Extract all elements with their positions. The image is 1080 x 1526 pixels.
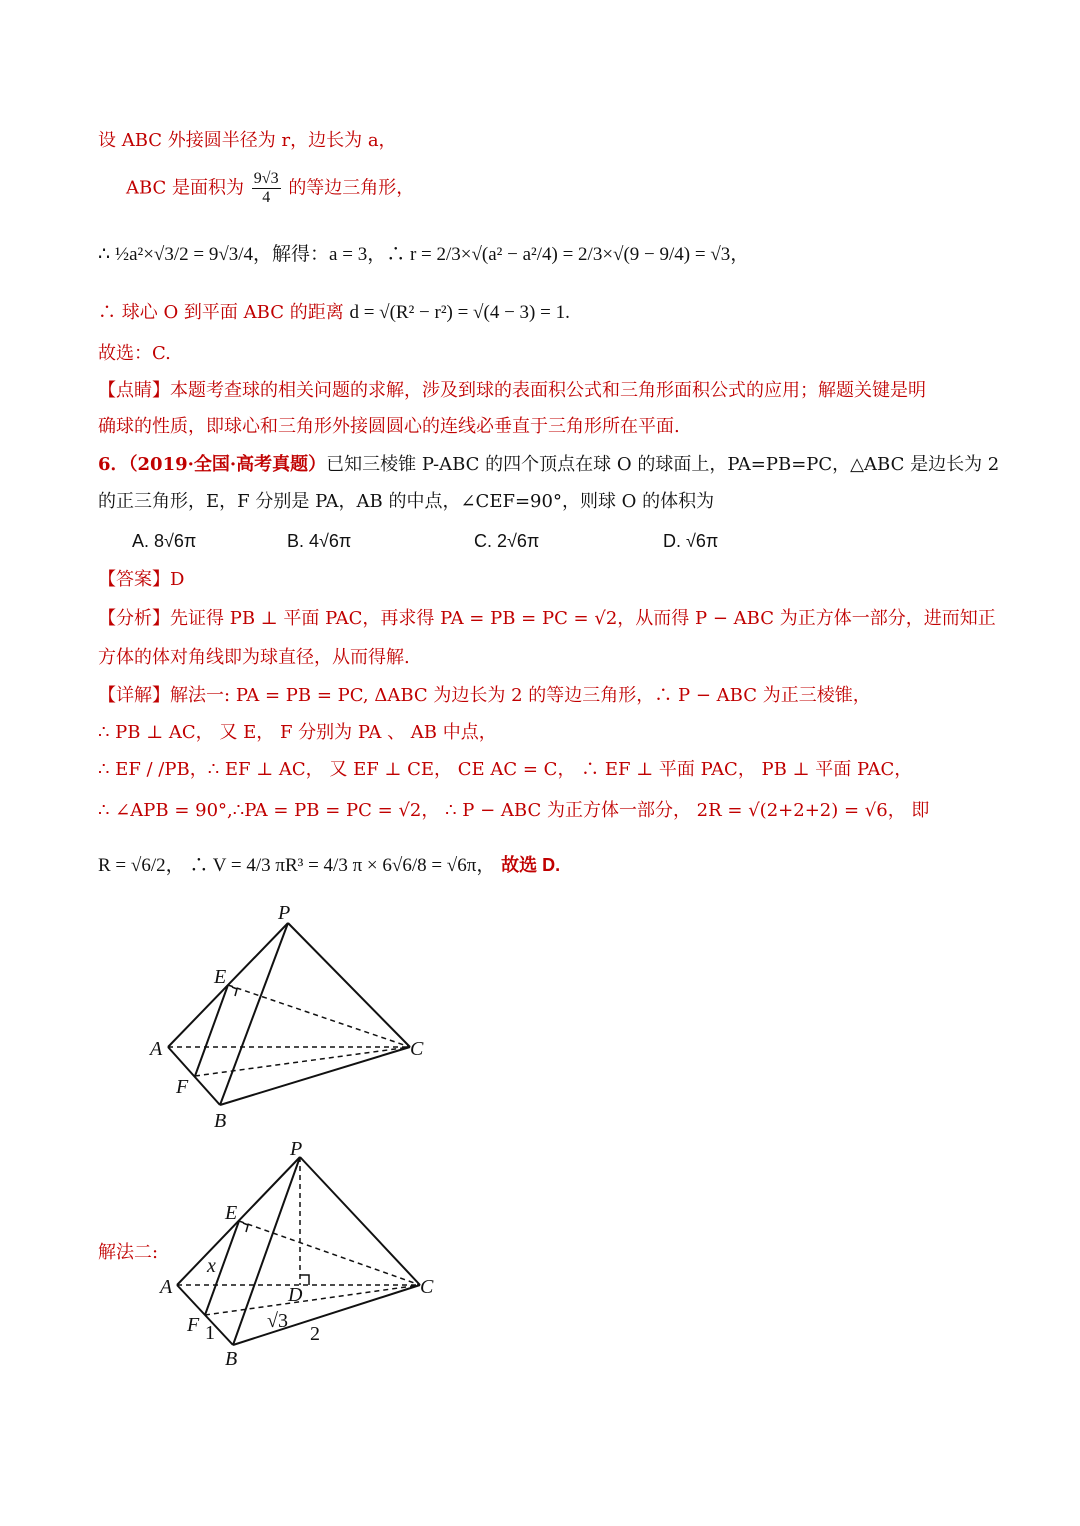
- detail-label: 【详解】解法一:: [98, 685, 231, 706]
- analysis-line-2: 方体的体对角线即为球直径，从而得解.: [98, 647, 410, 668]
- segment-ef: [195, 985, 228, 1076]
- label-x-2: x: [207, 1255, 216, 1277]
- detail-line-5-formula: R = √6/2， ∴ V = 4/3 πR³ = 4/3 π × 6√6/8 = √6π，: [98, 855, 496, 876]
- segment-fc-hidden: [195, 1047, 410, 1076]
- label-d-2: D: [288, 1284, 303, 1306]
- question-source: 6．（2019·全国·高考真题）: [98, 454, 327, 475]
- detail-line-5: [98, 852, 560, 879]
- edge-pc-2: [300, 1157, 420, 1285]
- text-line-3: ∴ ½a²×√3/2 = 9√3/4，解得：a = 3，∴ r = 2/3×√(a² − a²/4) = 2/3×√(9 − 9/4) = √3，: [98, 244, 750, 265]
- detail-line-3: ∴ EF / /PB，∴ EF ⊥ AC， 又 EF ⊥ CE， CE AC = C， ∴ EF ⊥ 平面 PAC， PB ⊥ 平面 PAC，: [98, 759, 913, 780]
- text-line-5: 故选：C.: [98, 343, 171, 364]
- label-c: C: [410, 1038, 424, 1060]
- method-two-label: 解法二:: [98, 1242, 159, 1263]
- label-one-2: 1: [205, 1322, 215, 1344]
- detail-line-4: ∴ ∠APB = 90°,∴PA = PB = PC = √2， ∴ P − ABC 为正方体一部分， 2R = √(2+2+2) = √6， 即: [98, 800, 930, 821]
- label-b-2: B: [225, 1348, 238, 1370]
- detail-line-2: ∴ PB ⊥ AC， 又 E， F 分别为 PA 、 AB 中点，: [98, 722, 497, 743]
- text-line-2-b: 的等边三角形，: [288, 177, 415, 199]
- detail-line-1: [98, 683, 871, 709]
- edge-bc-2: [233, 1285, 420, 1345]
- answer-line: 【答案】D: [98, 569, 185, 590]
- area-fraction-num: 9√3: [253, 170, 279, 187]
- question-6-line-2: 的正三角形，E，F 分别是 PA，AB 的中点，∠CEF=90°，则球 O 的体积为: [98, 491, 715, 512]
- label-e-2: E: [225, 1202, 238, 1224]
- analysis-line-1: 【分析】先证得 PB ⊥ 平面 PAC，再求得 PA = PB = PC = √2，从而得 P − ABC 为正方体一部分，进而知正: [98, 608, 996, 629]
- text-line-2: [126, 170, 414, 207]
- label-c-2: C: [420, 1276, 434, 1298]
- detail-line-1-text: PA = PB = PC, ΔABC 为边长为 2 的等边三角形，∴ P − ABC 为正三棱锥，: [235, 685, 871, 706]
- tetrahedron-figure-2: [155, 1135, 455, 1375]
- edge-pc: [288, 923, 410, 1047]
- label-f: F: [176, 1076, 189, 1098]
- tetrahedron-figure-1: [140, 895, 460, 1135]
- label-sqrt3-2: √3: [267, 1310, 288, 1332]
- label-f-2: F: [187, 1314, 200, 1336]
- text-line-4: [98, 300, 570, 326]
- edge-bc: [220, 1047, 410, 1105]
- label-e: E: [214, 966, 227, 988]
- right-angle-mark-e: [243, 1223, 248, 1232]
- label-b: B: [214, 1110, 227, 1132]
- option-d: D. √6π: [663, 531, 719, 551]
- detail-line-5-choice: 故选 D.: [501, 855, 561, 875]
- area-fraction: [252, 170, 281, 207]
- text-line-1: 设 ABC 外接圆半径为 r，边长为 a，: [98, 130, 397, 151]
- label-a: A: [150, 1038, 163, 1060]
- question-stem-1: 已知三棱锥 P-ABC 的四个顶点在球 O 的球面上，PA=PB=PC，△ABC 是边长为 2: [326, 454, 1000, 475]
- text-line-2-a: ABC 是面积为: [126, 177, 245, 199]
- label-p: P: [278, 902, 291, 924]
- option-c: C. 2√6π: [474, 531, 540, 551]
- right-angle-mark: [232, 987, 237, 996]
- segment-ec-hidden: [228, 985, 410, 1047]
- option-a: A. 8√6π: [132, 531, 197, 551]
- question-6-line-1: [98, 452, 999, 478]
- label-two-2: 2: [310, 1323, 320, 1345]
- text-line-4-a: ∴ 球心 O 到平面 ABC 的距离: [98, 302, 344, 323]
- remark-line-1: 【点睛】本题考查球的相关问题的求解，涉及到球的表面积公式和三角形面积公式的应用；解题关键是明: [98, 380, 926, 401]
- remark-line-2: 确球的性质，即球心和三角形外接圆圆心的连线必垂直于三角形所在平面.: [98, 416, 680, 437]
- text-line-4-b: d = √(R² − r²) = √(4 − 3) = 1.: [349, 302, 570, 323]
- segment-fc-hidden-2: [205, 1285, 420, 1315]
- option-b: B. 4√6π: [287, 531, 352, 551]
- edge-pb: [220, 923, 288, 1105]
- label-p-2: P: [290, 1138, 303, 1160]
- area-fraction-den: 4: [262, 189, 271, 206]
- label-a-2: A: [160, 1276, 173, 1298]
